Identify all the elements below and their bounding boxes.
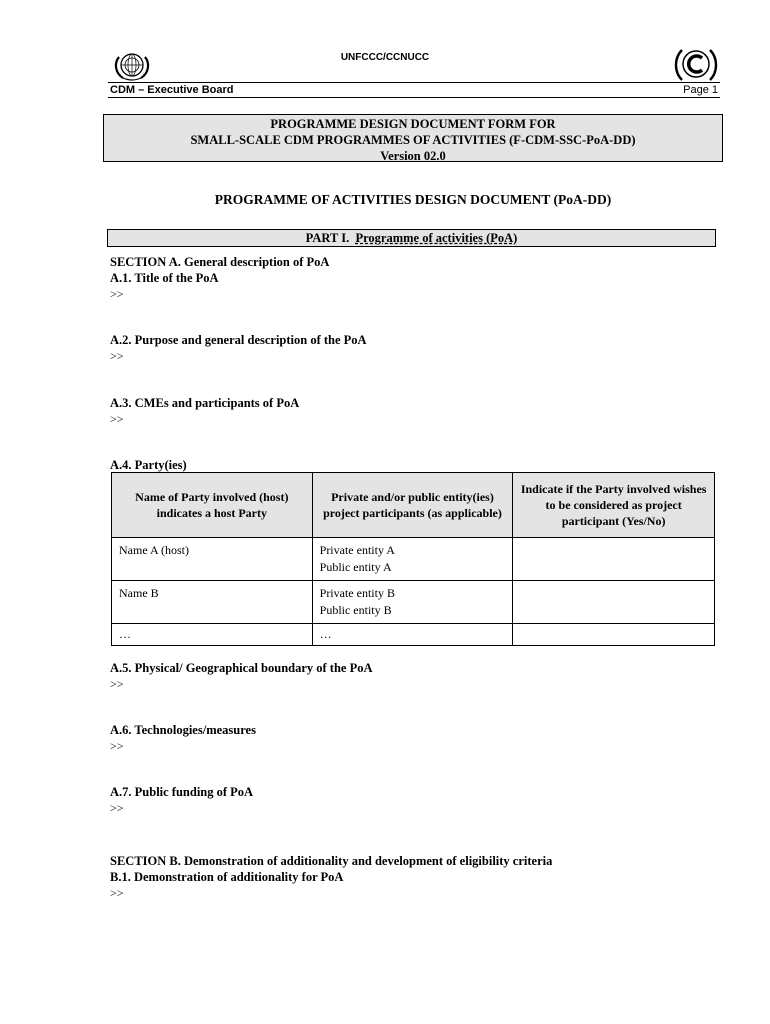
participant-cell[interactable]	[513, 624, 715, 646]
unfccc-c-logo-icon	[672, 44, 720, 84]
col-entity-header: Private and/or public entity(ies) project participants (as applicable)	[312, 473, 513, 538]
b1-field[interactable]: >>	[110, 886, 124, 900]
party-cell[interactable]: …	[112, 624, 313, 646]
form-title-box	[103, 114, 723, 162]
a7-field[interactable]: >>	[110, 801, 124, 815]
org-name: UNFCCC/CCNUCC	[340, 52, 430, 63]
entity-cell[interactable]	[312, 538, 513, 581]
a6-title: A.6. Technologies/measures	[110, 723, 256, 737]
party-cell[interactable]: Name A (host)	[112, 538, 313, 581]
part-title: Programme of activities (PoA)	[355, 231, 518, 245]
document-title: PROGRAMME OF ACTIVITIES DESIGN DOCUMENT (PoA-DD)	[214, 192, 612, 207]
col-participant-header: Indicate if the Party involved wishes to be considered as project participant (Yes/No)	[513, 473, 715, 538]
header-rule-bottom	[108, 97, 720, 98]
a7-title: A.7. Public funding of PoA	[110, 785, 254, 799]
form-title-line1: PROGRAMME DESIGN DOCUMENT FORM FOR	[270, 117, 556, 131]
part-heading	[107, 229, 716, 247]
entity-private: …	[319, 627, 332, 641]
board-name: CDM – Executive Board	[110, 84, 234, 96]
parties-table	[111, 472, 715, 646]
table-row	[112, 538, 715, 581]
col-party-header: Name of Party involved (host) indicates a host Party	[112, 473, 313, 538]
participant-cell[interactable]	[513, 581, 715, 624]
entity-public: Public entity A	[319, 560, 392, 574]
party-cell[interactable]: Name B	[112, 581, 313, 624]
page-number: Page 1	[683, 84, 718, 96]
entity-public: Public entity B	[319, 603, 392, 617]
entity-private: Private entity B	[319, 586, 395, 600]
section-a-heading: SECTION A. General description of PoA	[110, 255, 330, 269]
table-header-row	[112, 473, 715, 538]
a5-title: A.5. Physical/ Geographical boundary of the PoA	[110, 661, 373, 675]
a4-title: A.4. Party(ies)	[110, 458, 187, 472]
part-prefix: PART I.	[305, 231, 350, 245]
participant-cell[interactable]	[513, 538, 715, 581]
a1-title: A.1. Title of the PoA	[110, 271, 219, 285]
form-title-line2: SMALL-SCALE CDM PROGRAMMES OF ACTIVITIES (F-CDM-SSC-PoA-DD)	[190, 133, 636, 147]
a6-field[interactable]: >>	[110, 739, 124, 753]
b1-title: B.1. Demonstration of additionality for PoA	[110, 870, 344, 884]
section-b-heading: SECTION B. Demonstration of additionality and development of eligibility criteria	[110, 854, 553, 868]
a3-title: A.3. CMEs and participants of PoA	[110, 396, 300, 410]
entity-cell[interactable]	[312, 624, 513, 646]
a2-field[interactable]: >>	[110, 349, 124, 363]
a3-field[interactable]: >>	[110, 412, 124, 426]
form-title-version: Version 02.0	[380, 149, 446, 163]
a2-title: A.2. Purpose and general description of the PoA	[110, 333, 367, 347]
header-rule	[108, 82, 720, 83]
entity-cell[interactable]	[312, 581, 513, 624]
a5-field[interactable]: >>	[110, 677, 124, 691]
table-row	[112, 624, 715, 646]
entity-private: Private entity A	[319, 543, 395, 557]
table-row	[112, 581, 715, 624]
a1-field[interactable]: >>	[110, 287, 124, 301]
